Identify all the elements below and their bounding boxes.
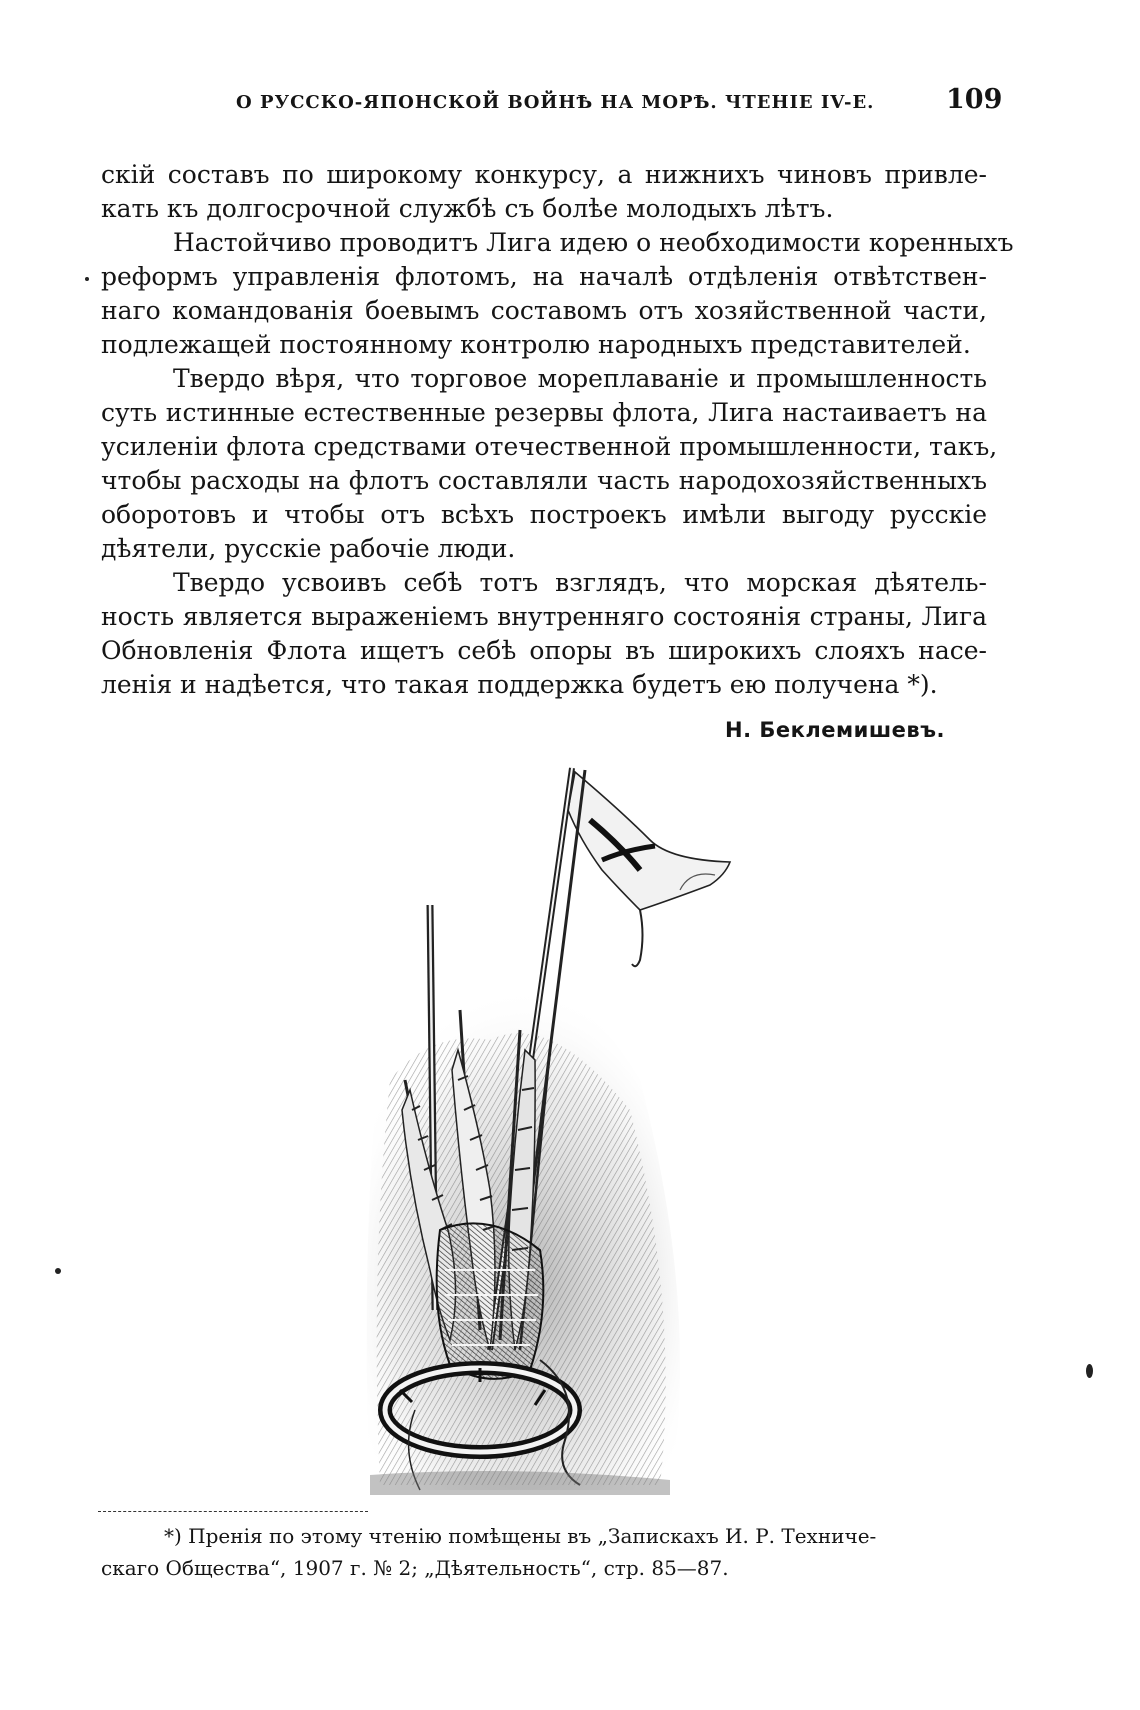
body-line: дѣятели, русскіе рабочіе люди. <box>101 534 516 563</box>
bundle <box>437 1223 544 1379</box>
scan-speck <box>1086 1364 1093 1378</box>
body-line: реформъ управленія флотомъ, на началѣ отдѣленія отвѣтствен- <box>101 262 987 291</box>
body-line: ность является выраженіемъ внутренняго состоянія страны, Лига <box>101 602 987 631</box>
scan-speck <box>55 1268 61 1274</box>
running-title: О РУССКО-ЯПОНСКОЙ ВОЙНѢ НА МОРѢ. ЧТЕНІЕ IV-Е. <box>236 92 875 113</box>
flag-icon <box>568 772 730 966</box>
body-line: чтобы расходы на флотъ составляли часть народохозяйственныхъ <box>101 466 987 495</box>
body-line: подлежащей постоянному контролю народныхъ представителей. <box>101 330 971 359</box>
footnote-rule <box>98 1511 368 1512</box>
body-line: наго командованія боевымъ составомъ отъ хозяйственной части, <box>101 296 987 325</box>
page-number: 109 <box>946 84 1003 115</box>
body-line: скій составъ по широкому конкурсу, а нижнихъ чиновъ привле- <box>101 160 987 189</box>
footnote-line: скаго Общества“, 1907 г. № 2; „Дѣятельность“, стр. 85—87. <box>101 1556 729 1580</box>
body-line: оборотовъ и чтобы отъ всѣхъ построекъ имѣли выгоду русскіе <box>101 500 987 529</box>
author-signature: Н. Беклемишевъ. <box>725 718 945 742</box>
body-line: Настойчиво проводитъ Лига идею о необходимости коренныхъ <box>173 228 1014 257</box>
body-line: Твердо усвоивъ себѣ тотъ взглядъ, что морская дѣятель- <box>173 568 987 597</box>
scan-speck <box>85 277 89 281</box>
body-line: усиленіи флота средствами отечественной промышленности, такъ, <box>101 432 998 461</box>
body-line: кать къ долгосрочной службѣ съ болѣе молодыхъ лѣтъ. <box>101 194 834 223</box>
flags-trophy-illustration <box>340 750 800 1510</box>
body-line: ленія и надѣется, что такая поддержка будетъ ею получена *). <box>101 670 938 699</box>
body-line: Обновленія Флота ищетъ себѣ опоры въ широкихъ слояхъ насе- <box>101 636 987 665</box>
body-line: Твердо вѣря, что торговое мореплаваніе и промышленность <box>173 364 987 393</box>
body-line: суть истинные естественные резервы флота, Лига настаиваетъ на <box>101 398 987 427</box>
footnote-line: *) Пренія по этому чтенію помѣщены въ „Запискахъ И. Р. Техниче- <box>164 1524 877 1548</box>
